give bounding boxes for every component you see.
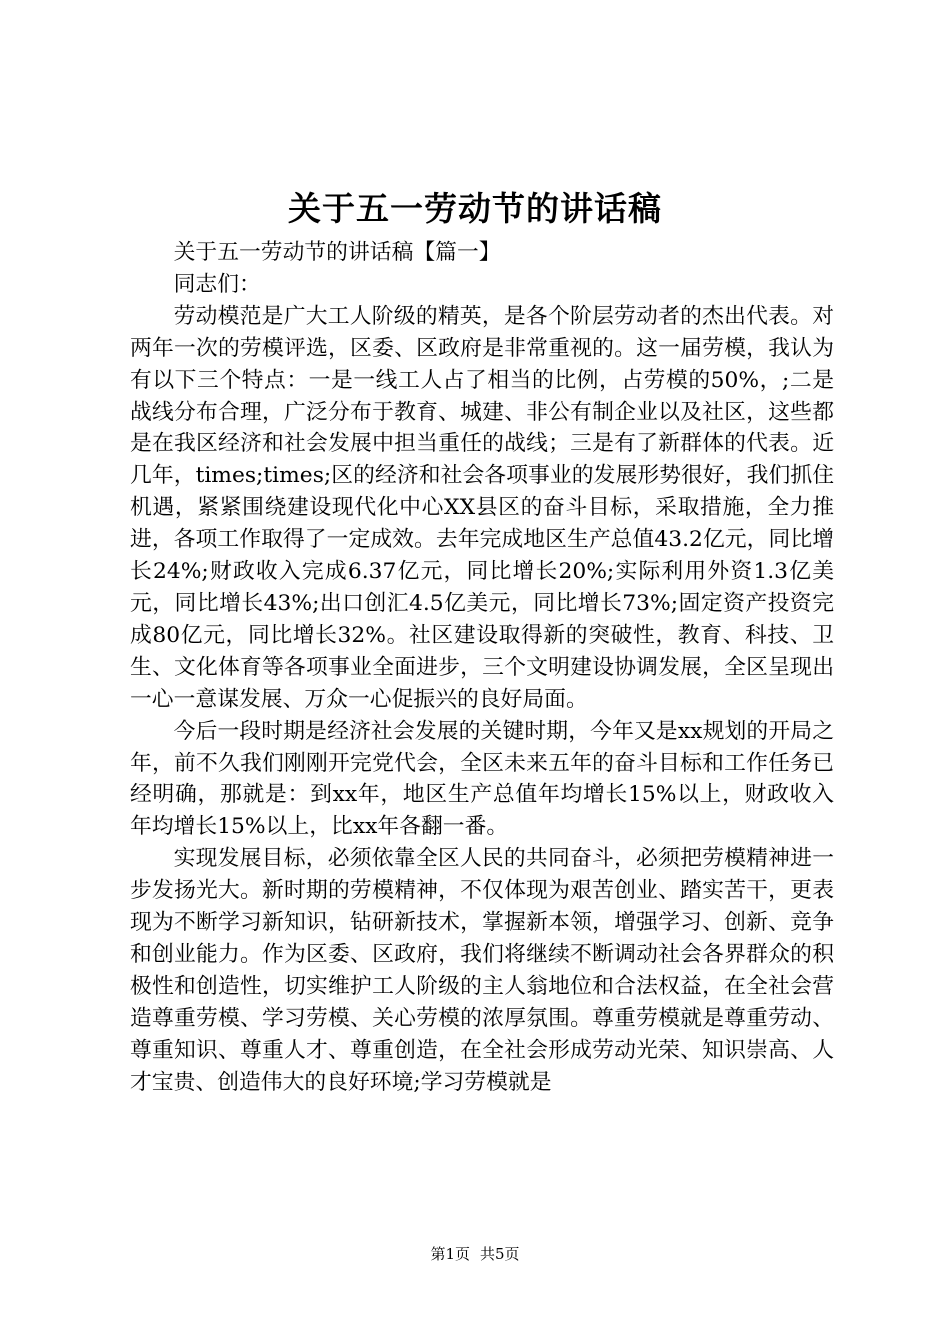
paragraph-2: 今后一段时期是经济社会发展的关键时期，今年又是xx规划的开局之年，前不久我们刚刚开完党代会，全区未来五年的奋斗目标和工作任务已经明确，那就是：到xx年，地区生产总值年均增长15%以上，财政收入年均增长15%以上，比xx年各翻一番。 xyxy=(130,718,834,840)
paragraph-3: 实现发展目标，必须依靠全区人民的共同奋斗，必须把劳模精神进一步发扬光大。新时期的劳模精神，不仅体现为艰苦创业、踏实苦干，更表现为不断学习新知识，钻研新技术，掌握新本领，增强学习、创新、竞争和创业能力。作为区委、区政府，我们将继续不断调动社会各界群众的积极性和创造性，切实维护工人阶级的主人翁地位和合法权益，在全社会营造尊重劳模、学习劳模、关心劳模的浓厚氛围。尊重劳模就是尊重劳动、尊重知识、尊重人才、尊重创造，在全社会形成劳动光荣、知识崇高、人才宝贵、创造伟大的良好环境;学习劳模就是 xyxy=(130,846,834,1095)
paragraph-salutation: 同志们： xyxy=(173,271,261,297)
paragraph-section-heading: 关于五一劳动节的讲话稿【篇一】 xyxy=(173,240,501,265)
page-number-current: 第1页 xyxy=(430,1245,470,1263)
paragraph-1: 劳动模范是广大工人阶级的精英，是各个阶层劳动者的杰出代表。对两年一次的劳模评选，区委、区政府是非常重视的。这一届劳模，我认为有以下三个特点：一是一线工人占了相当的比例，占劳模的50%，;二是战线分布合理，广泛分布于教育、城建、非公有制企业以及社区，这些都是在我区经济和社会发展中担当重任的战线；三是有了新群体的代表。近几年，times;times;区的经济和社会各项事业的发展形势很好，我们抓住机遇，紧紧围绕建设现代化中心XX县区的奋斗目标，采取措施，全力推进，各项工作取得了一定成效。去年完成地区生产总值43.2亿元，同比增长24%;财政收入完成6.37亿元，同比增长20%;实际利用外资1.3亿美元，同比增长43%;出口创汇4.5亿美元，同比增长73%;固定资产投资完成80亿元，同比增长32%。社区建设取得新的突破性，教育、科技、卫生、文化体育等各项事业全面进步，三个文明建设协调发展，全区呈现出一心一意谋发展、万众一心促振兴的良好局面。 xyxy=(130,303,834,712)
page-number-total: 共5页 xyxy=(480,1245,520,1263)
document-body xyxy=(130,237,834,1098)
document-title: 关于五一劳动节的讲话稿 xyxy=(288,189,662,228)
page-footer xyxy=(0,1244,950,1264)
